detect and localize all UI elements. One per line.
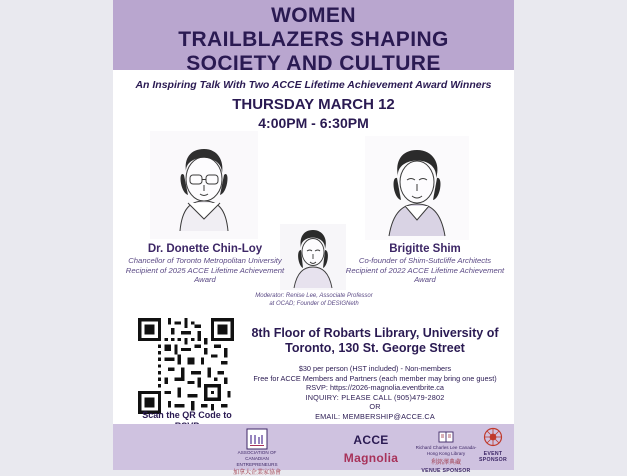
sponsor-event: [473, 427, 513, 463]
detail-email[interactable]: EMAIL: MEMBERSHIP@ACCE.CA: [315, 411, 435, 421]
subtitle: An Inspiring Talk With Two ACCE Lifetime Achievement Award Winners: [135, 79, 492, 91]
title-line-2: TRAILBLAZERS SHAPING: [178, 28, 449, 51]
portrait-donette-chin-loy: [150, 131, 258, 239]
detail-rsvp-link[interactable]: RSVP: https://2026-magnolia.eventbrite.ca: [306, 383, 444, 393]
speaker-award: Recipient of 2025 ACCE Lifetime Achievement Award: [125, 265, 285, 285]
page-title: [113, 4, 514, 76]
event-poster: [113, 0, 514, 476]
title-line-1: WOMEN: [271, 4, 356, 27]
sponsor-acce-magnolia: [331, 431, 411, 467]
library-icon: [438, 429, 454, 445]
sponsor-name-cn: 利銘澤典藏: [430, 459, 461, 466]
venue-address: [246, 326, 504, 356]
portrait-moderator-renise-lee: [280, 224, 346, 290]
speaker-caption-left: [125, 243, 285, 285]
sponsor-name-accent: Magnolia: [343, 451, 399, 465]
detail-price: $30 per person (HST included) - Non-members: [298, 364, 452, 373]
detail-phone: INQUIRY: PLEASE CALL (905)479-2802: [305, 392, 445, 402]
sponsor-acce-association: [231, 428, 283, 476]
sponsor-name-main: ACCE: [353, 433, 389, 447]
speaker-name: Brigitte Shim: [389, 243, 461, 255]
acce-crest-icon: [246, 428, 268, 450]
event-time: 4:00PM - 6:30PM: [258, 115, 369, 131]
speaker-role: Chancellor of Toronto Metropolitan University: [128, 256, 282, 265]
event-date: THURSDAY MARCH 12: [232, 96, 395, 113]
sponsor-richard-charles-lee: [413, 429, 479, 474]
portrait-brigitte-shim: [365, 136, 469, 240]
event-sponsor-icon: [482, 427, 504, 449]
event-details: [246, 364, 504, 422]
sponsor-label: EVENT SPONSOR: [478, 451, 508, 463]
qr-caption-line-1: Scan the QR Code to: [142, 410, 232, 420]
detail-members: Free for ACCE Members and Partners (each member may bring one guest): [253, 373, 497, 383]
speaker-name: Dr. Donette Chin-Loy: [147, 243, 263, 255]
venue-line-1: 8th Floor of Robarts Library, University: [251, 326, 484, 340]
sponsor-name: ASSOCIATION OF CANADIAN ENTREPRENEURS: [236, 450, 278, 467]
title-line-3: SOCIETY AND CULTURE: [186, 52, 441, 75]
sponsor-name: Richard Charles Lee Canada-Hong Kong Library: [415, 445, 477, 456]
sponsor-label: VENUE SPONSOR: [421, 467, 471, 474]
sponsor-name-cn: 加拿大企業家協會: [232, 470, 281, 476]
detail-or: OR: [369, 402, 381, 412]
event-datetime: [133, 96, 494, 132]
speaker-award: Recipient of 2022 ACCE Lifetime Achievement Award: [345, 265, 505, 285]
speaker-role: Co-founder of Shim-Sutcliffe Architects: [358, 256, 492, 265]
qr-code[interactable]: [138, 318, 234, 414]
speaker-caption-right: [345, 243, 505, 285]
moderator-caption: Moderator: Renise Lee, Associate Professor at OCAD; Founder of DESIGNeth: [255, 293, 373, 307]
venue-line-2: of Toronto, 130 St. George Street: [285, 326, 499, 355]
